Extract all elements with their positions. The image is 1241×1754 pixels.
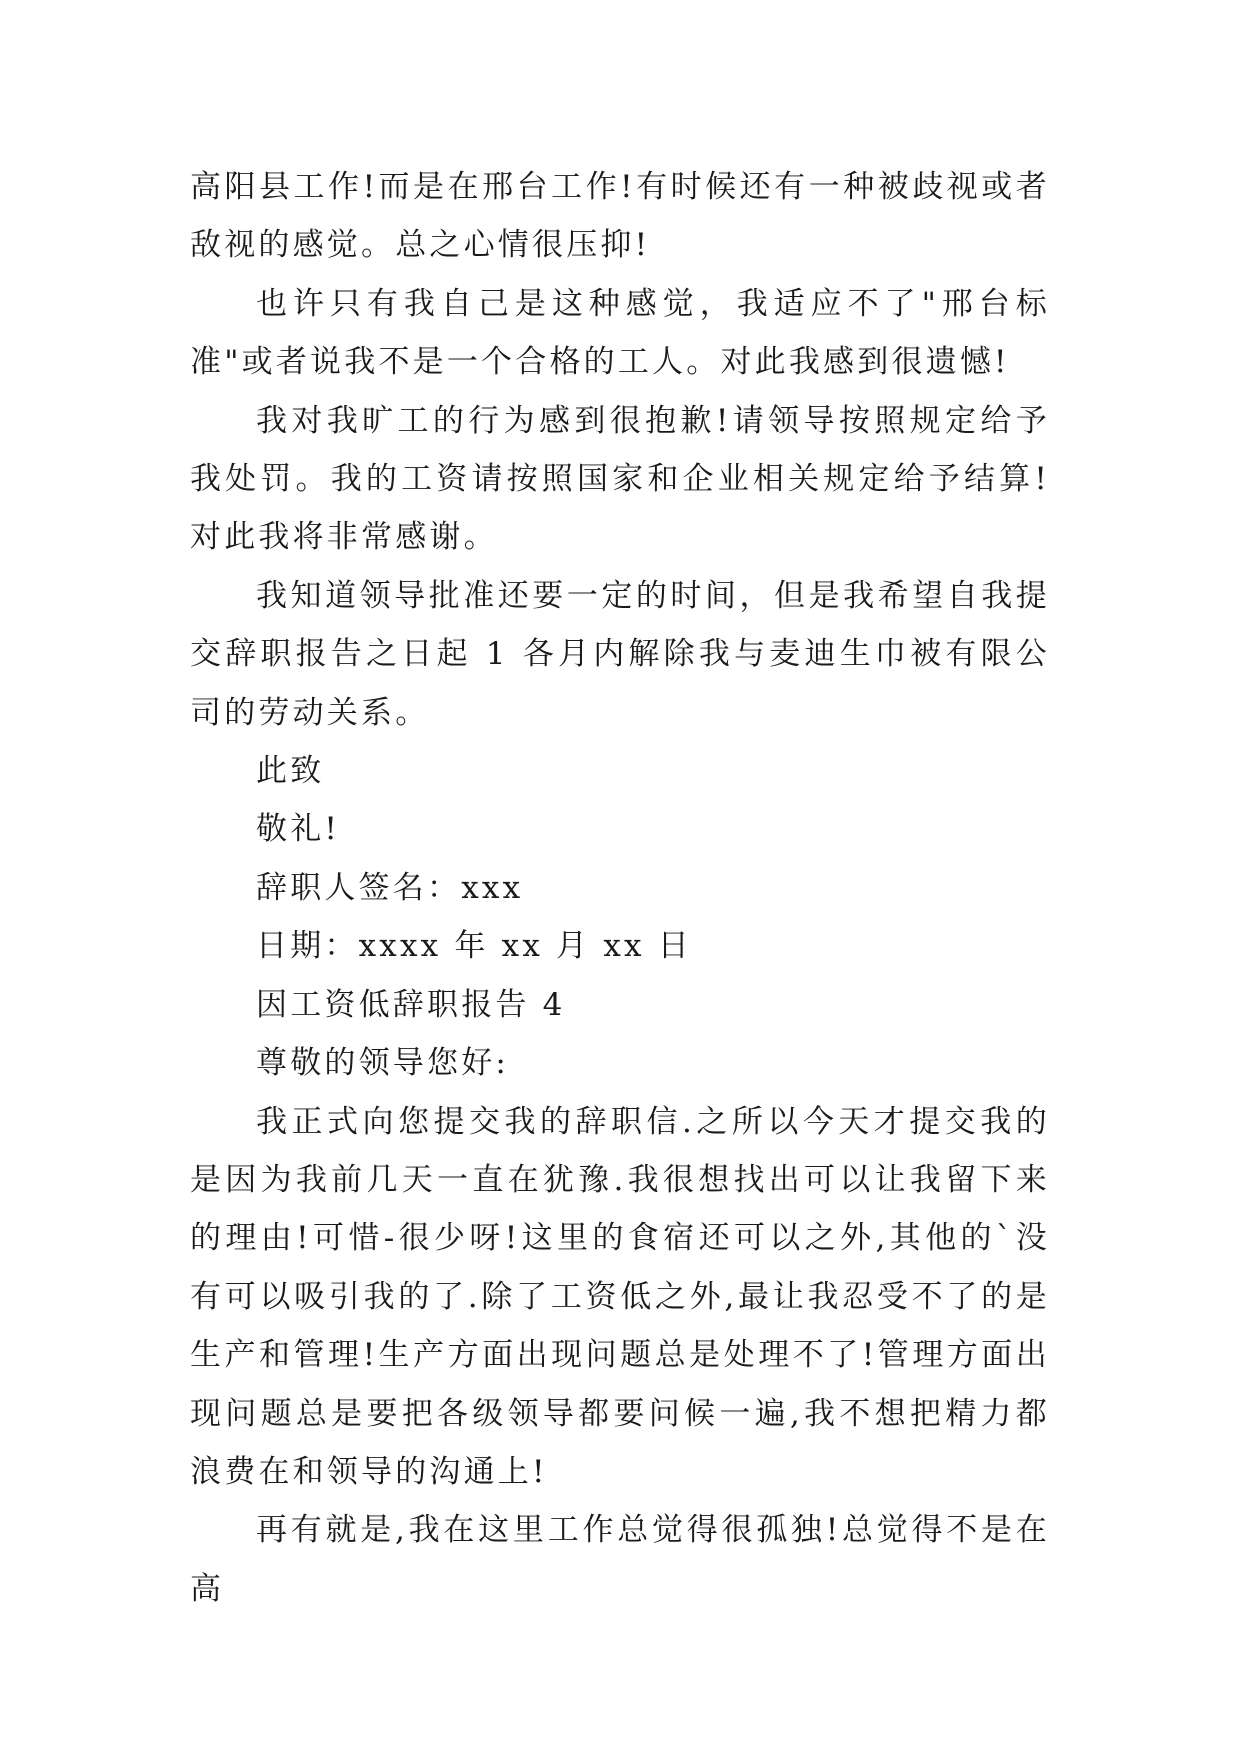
paragraph-1: 高阳县工作!而是在邢台工作!有时候还有一种被歧视或者敌视的感觉。总之心情很压抑! <box>190 169 1050 264</box>
date-line: 日期：xxxx 年 xx 月 xx 日 <box>256 928 692 965</box>
closing-regards: 敬礼! <box>256 811 341 848</box>
document-body <box>190 158 1050 1618</box>
section-heading: 因工资低辞职报告 4 <box>256 986 566 1023</box>
greeting: 尊敬的领导您好: <box>256 1045 510 1082</box>
paragraph-body-2: 再有就是,我在这里工作总觉得很孤独!总觉得不是在高 <box>190 1512 1050 1607</box>
paragraph-3: 我对我旷工的行为感到很抱歉!请领导按照规定给予我处罚。我的工资请按照国家和企业相关规定给予结算!对此我将非常感谢。 <box>190 402 1050 556</box>
signature-line: 辞职人签名：xxx <box>256 869 524 906</box>
paragraph-body-1: 我正式向您提交我的辞职信.之所以今天才提交我的是因为我前几天一直在犹豫.我很想找出可以让我留下来的理由!可惜-很少呀!这里的食宿还可以之外,其他的`没有可以吸引我的了.除了工资低之外,最让我忍受不了的是生产和管理!生产方面出现问题总是处理不了!管理方面出现问题总是要把各级领导都要问候一遍,我不想把精力都浪费在和领导的沟通上! <box>190 1103 1050 1490</box>
closing-salutation: 此致 <box>256 753 325 790</box>
paragraph-2: 也许只有我自己是这种感觉，我适应不了"邢台标准"或者说我不是一个合格的工人。对此我感到很遗憾! <box>190 285 1050 381</box>
paragraph-4: 我知道领导批准还要一定的时间，但是我希望自我提交辞职报告之日起 1 各月内解除我与麦迪生巾被有限公司的劳动关系。 <box>190 577 1050 731</box>
